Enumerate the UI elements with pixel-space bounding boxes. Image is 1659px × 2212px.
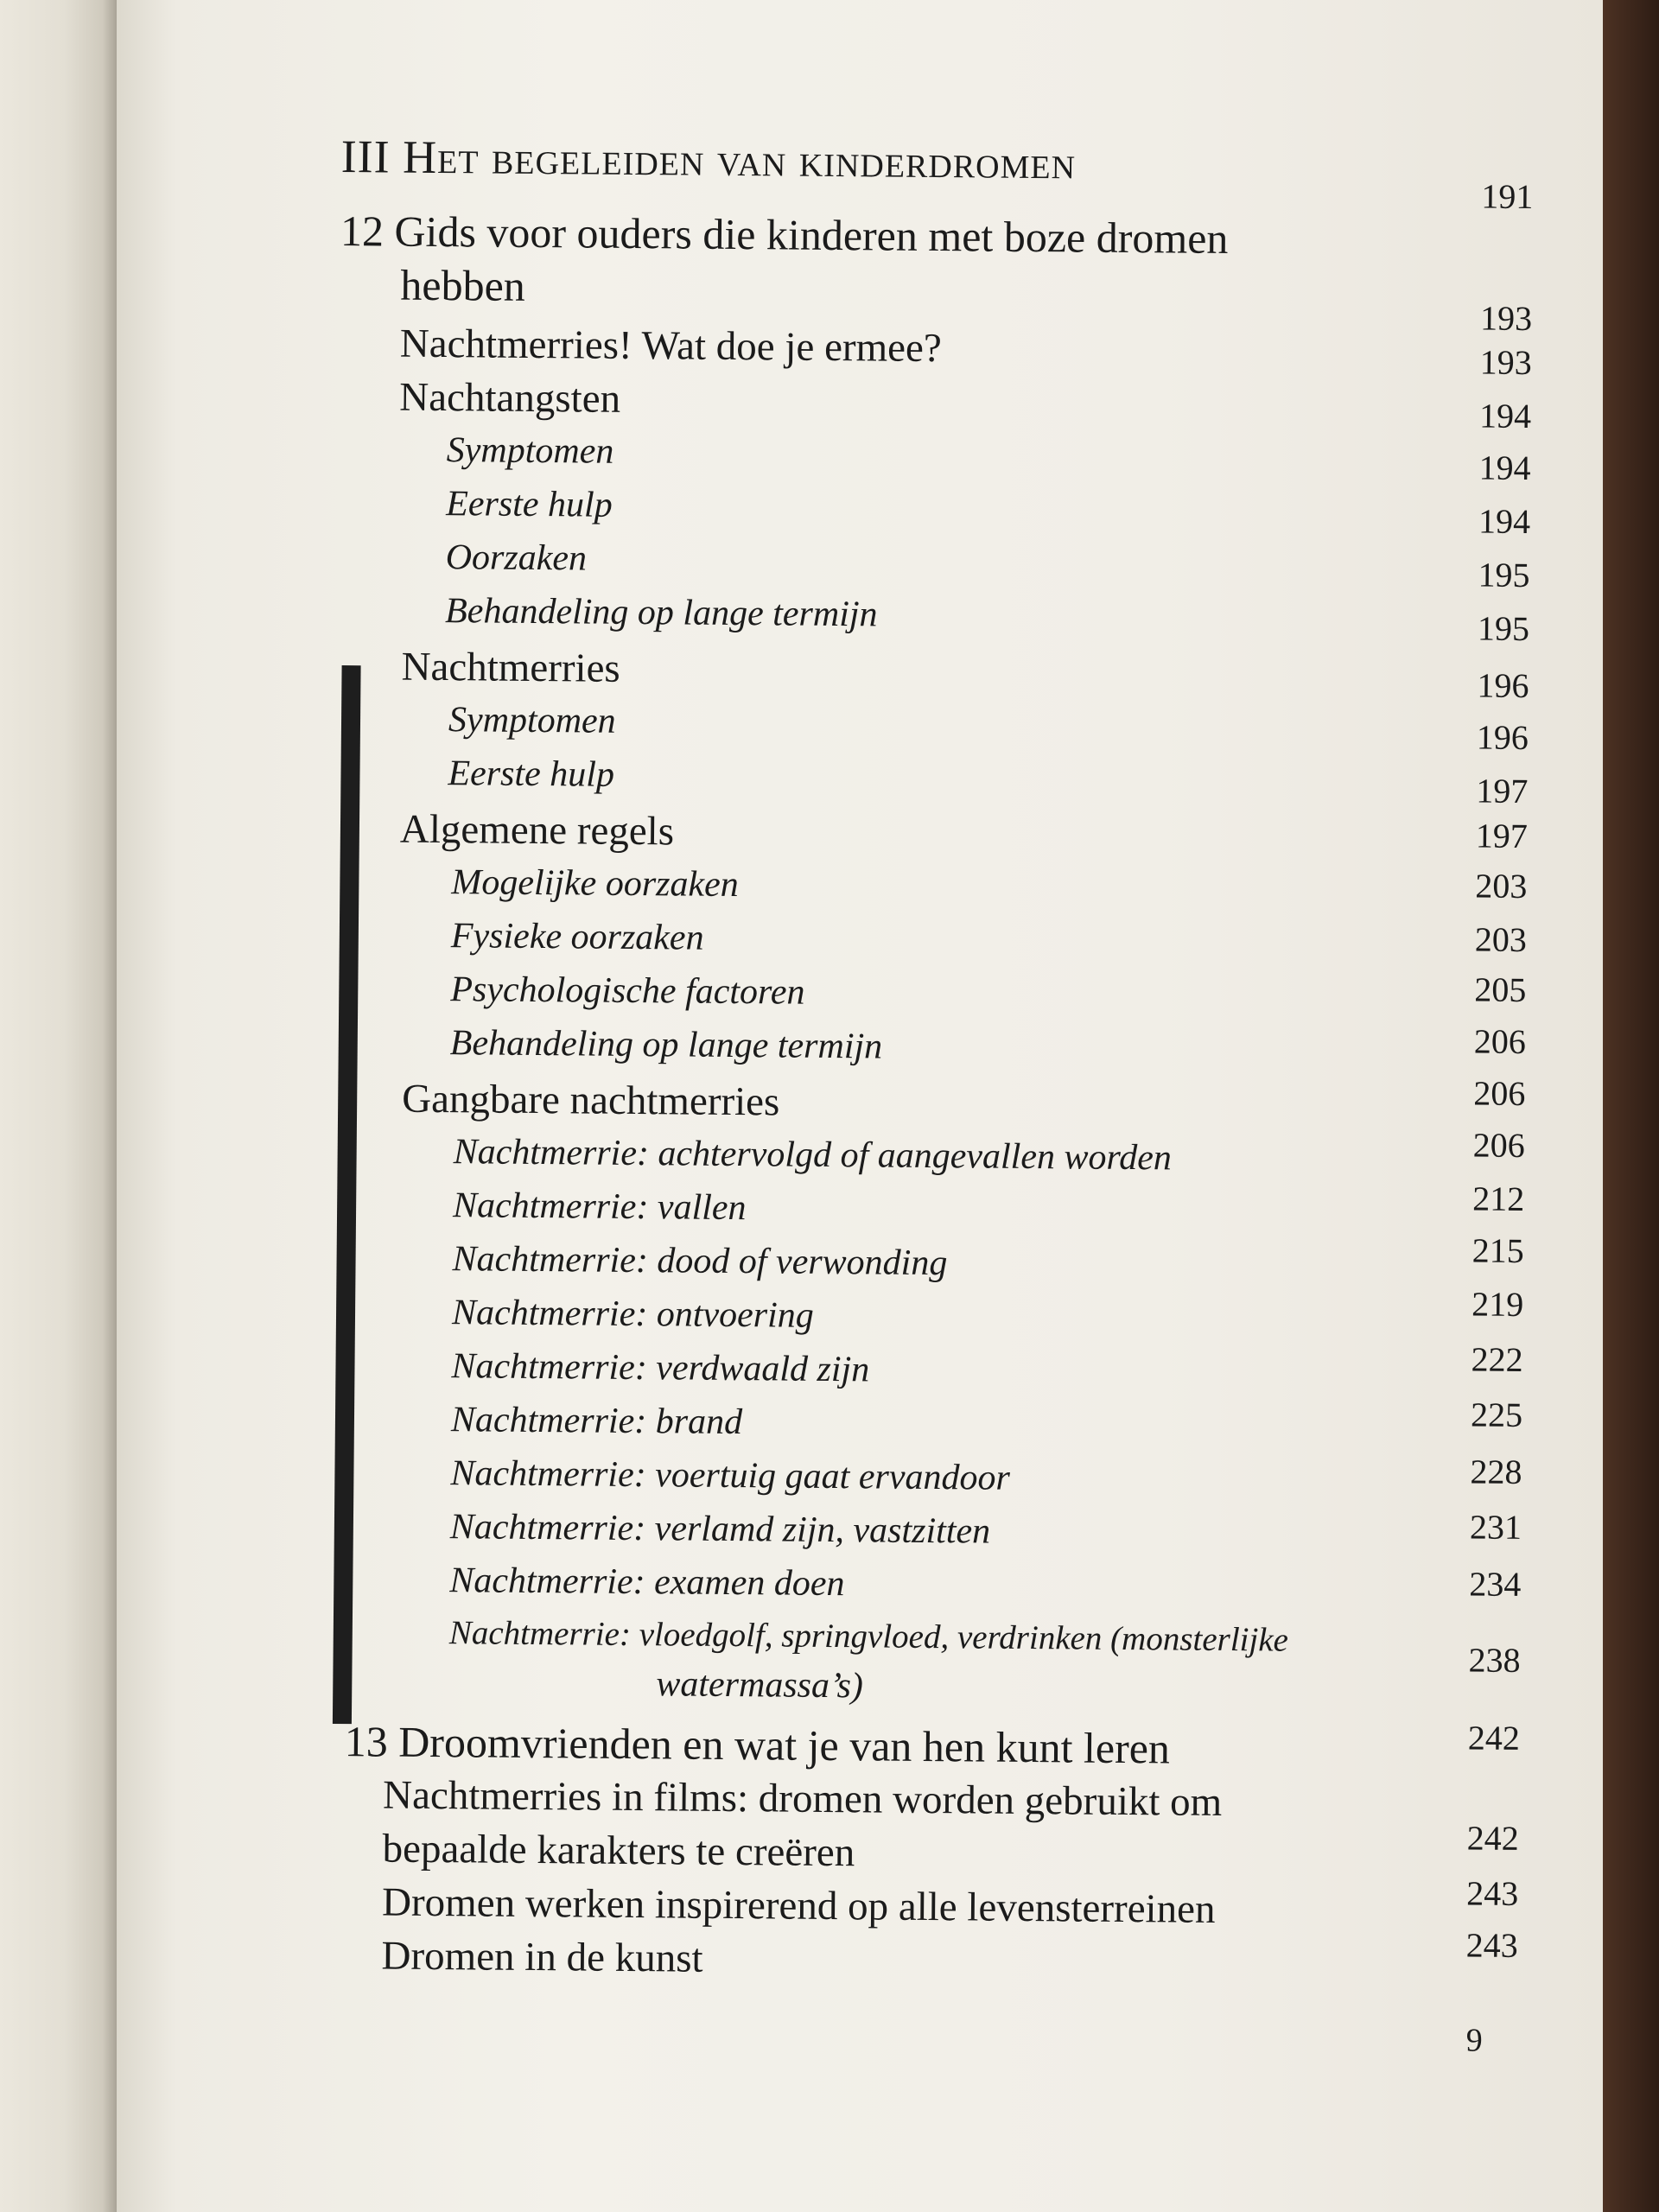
entry-title: Psychologische factoren: [450, 969, 805, 1013]
toc-subentry: [331, 1230, 1524, 1300]
page-number: 191: [1481, 176, 1534, 217]
page-number: 206: [1472, 1125, 1525, 1165]
entry-title: Nachtmerrie: vallen: [452, 1185, 747, 1229]
entry-title: Symptomen: [446, 430, 614, 472]
entry-title: Nachtmerrie: ontvoering: [451, 1293, 814, 1336]
toc-subentry: [334, 861, 1527, 923]
page-number: 194: [1478, 501, 1531, 542]
entry-title: Mogelijke oorzaken: [451, 862, 739, 906]
toc-subentry: [330, 1395, 1523, 1460]
page-number: 203: [1475, 866, 1528, 906]
toc-subentry: [334, 914, 1527, 976]
page-number: 203: [1474, 919, 1528, 960]
toc-subentry: [338, 429, 1530, 491]
toc-chapter-12: [340, 206, 1533, 339]
page-number: 206: [1473, 1073, 1526, 1113]
entry-title: Nachtmerrie: dood of verwonding: [452, 1239, 948, 1284]
page-number: 225: [1470, 1395, 1523, 1434]
page-number: 196: [1476, 717, 1529, 758]
page-number: 197: [1476, 771, 1529, 811]
page-number: 243: [1466, 1873, 1519, 1913]
entry-title: Nachtmerrie: voertuig gaat ervandoor: [450, 1453, 1011, 1498]
toc-entry: [326, 1873, 1519, 1941]
page-number: 212: [1472, 1179, 1525, 1218]
toc-entry-continued: [326, 1818, 1519, 1887]
toc-subentry: [333, 1021, 1525, 1084]
page-number: 193: [1479, 342, 1532, 383]
entry-title: Nachtmerrie: verdwaald zijn: [451, 1346, 870, 1390]
page-number: 215: [1471, 1230, 1524, 1270]
page-number: 205: [1474, 969, 1527, 1010]
toc-chapter-13: [327, 1716, 1519, 1778]
toc-entry: [333, 1075, 1525, 1137]
entry-title: Nachtmerrie: vloedgolf, springvloed, verdrinken (monsterlijke: [448, 1614, 1289, 1659]
entry-title: Eerste hulp: [446, 484, 613, 525]
toc-entry: [335, 805, 1528, 868]
toc-subentry: [329, 1505, 1522, 1567]
toc-subentry: [338, 482, 1530, 544]
entry-title: Nachtmerries in films: dromen worden gebruikt om: [382, 1772, 1223, 1825]
toc-subentry: [329, 1452, 1522, 1514]
entry-title: Symptomen: [448, 700, 616, 741]
page-number: 195: [1478, 555, 1530, 595]
entry-title: Behandeling op lange termijn: [444, 591, 878, 635]
toc-entry: [325, 1925, 1518, 1994]
chapter-title: 12 Gids voor ouders die kinderen met boze dromen: [340, 206, 1229, 263]
entry-title: Nachtmerries! Wat doe je ermee?: [399, 321, 942, 372]
toc-entry: [327, 1771, 1519, 1834]
entry-title: Nachtmerrie: achtervolgd of aangevallen worden: [453, 1132, 1173, 1179]
toc-subentry-continued: [327, 1640, 1521, 1723]
entry-title: Nachtmerrie: brand: [450, 1400, 743, 1443]
page-number: 194: [1478, 396, 1532, 436]
entry-title-continued: watermassa’s): [656, 1664, 864, 1707]
entry-title-continued: bepaalde karakters te creëren: [382, 1826, 855, 1876]
toc-entry: [336, 643, 1529, 705]
entry-title: Nachtmerries: [401, 644, 620, 691]
part-title: III Het begeleiden van kinderdromen: [340, 130, 1077, 189]
entry-title: Dromen in de kunst: [381, 1933, 703, 1981]
entry-title: Gangbare nachtmerries: [401, 1076, 780, 1125]
entry-title: Nachtmerrie: examen doen: [449, 1560, 845, 1605]
page-number: 196: [1477, 665, 1529, 706]
page-number: 238: [1468, 1640, 1521, 1680]
page-number: 194: [1478, 448, 1531, 488]
entry-title: Algemene regels: [399, 806, 675, 855]
page-number: 219: [1471, 1284, 1524, 1324]
toc-entry: [340, 320, 1532, 382]
toc-subentry: [332, 1179, 1525, 1246]
entry-title: Fysieke oorzaken: [450, 916, 704, 958]
entry-title: Oorzaken: [445, 537, 588, 579]
page-number: 222: [1471, 1339, 1523, 1379]
page-number: 243: [1465, 1925, 1518, 1965]
toc-subentry: [337, 589, 1529, 652]
chapter-title-continued: hebben: [400, 260, 526, 310]
toc-subentry: [331, 1284, 1524, 1353]
page-number: 231: [1469, 1507, 1522, 1547]
table-of-contents: [324, 130, 1534, 2084]
chapter-title: 13 Droomvrienden en wat je van hen kunt leren: [344, 1717, 1171, 1773]
page-number: 206: [1473, 1021, 1527, 1062]
toc-subentry: [332, 1125, 1525, 1192]
toc-entry: [339, 373, 1531, 435]
page-number: 195: [1477, 608, 1530, 649]
toc-subentry: [335, 752, 1528, 814]
entry-title: Nachtangsten: [399, 374, 621, 422]
toc-subentry: [330, 1339, 1523, 1407]
page-number: 242: [1466, 1818, 1519, 1858]
entry-title: Eerste hulp: [448, 753, 615, 795]
left-page-edge: [0, 0, 117, 2212]
book-page: [117, 0, 1603, 2212]
page-number: 197: [1475, 816, 1529, 856]
page-number: 242: [1467, 1718, 1521, 1758]
toc-part-heading: [340, 130, 1534, 217]
entry-title: Behandeling op lange termijn: [449, 1023, 883, 1067]
page-number: 234: [1469, 1564, 1522, 1604]
entry-title: Dromen werken inspirerend op alle levensterreinen: [381, 1879, 1216, 1932]
page-number: 228: [1470, 1452, 1522, 1491]
toc-subentry: [328, 1559, 1521, 1621]
toc-subentry: [337, 536, 1529, 598]
entry-title: Nachtmerrie: verlamd zijn, vastzitten: [449, 1507, 991, 1552]
page-folio: 9: [1465, 2022, 1483, 2059]
toc-subentry: [336, 698, 1529, 760]
page-number: 193: [1479, 298, 1533, 339]
toc-subentry: [334, 968, 1526, 1030]
